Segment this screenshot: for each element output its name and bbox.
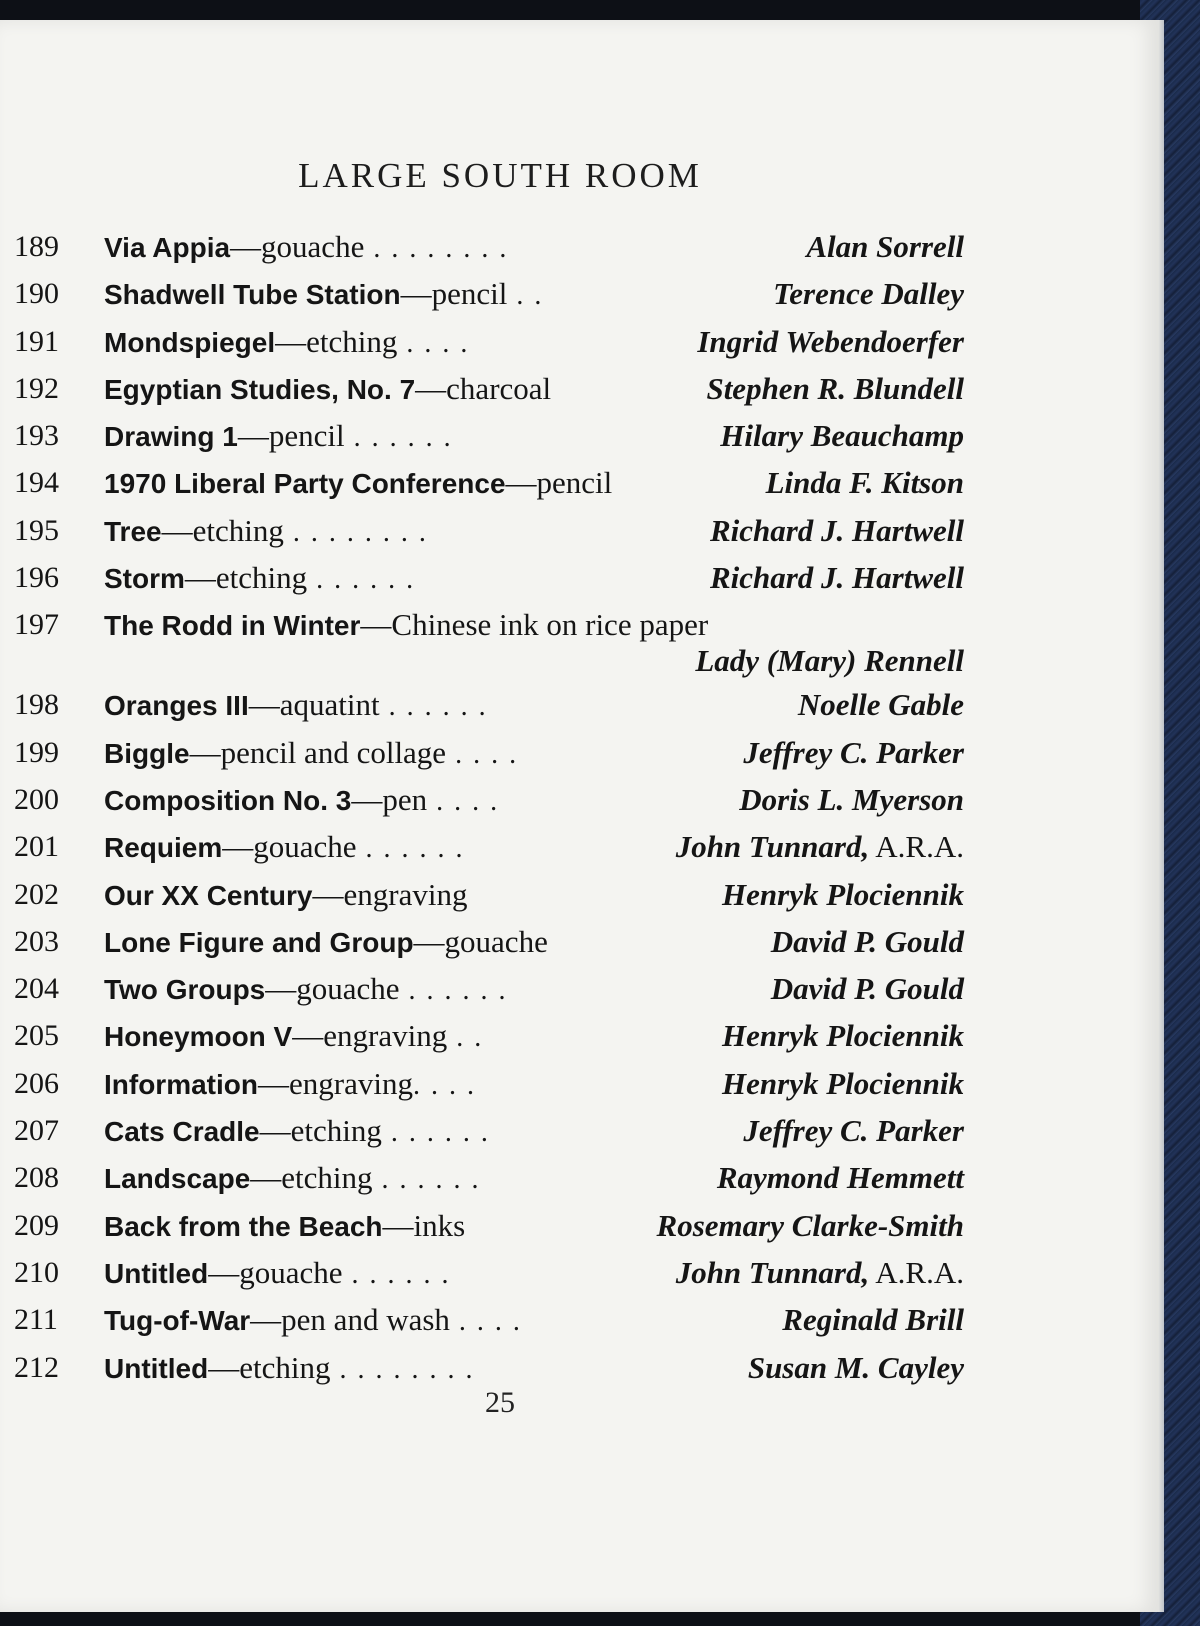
- entry-medium: —etching: [259, 1113, 382, 1149]
- catalogue-entry: [0, 461, 1158, 508]
- entry-title-line: [104, 461, 612, 507]
- artist-name: John Tunnard,: [675, 829, 870, 865]
- catalogue-entry: [0, 778, 1158, 825]
- entry-medium: —gouache: [265, 971, 400, 1007]
- entry-artist: [766, 461, 964, 505]
- entry-title-line: [104, 778, 499, 824]
- entry-title-line: [104, 967, 508, 1013]
- page-number: 25: [485, 1386, 515, 1419]
- entry-number: 201: [14, 830, 59, 864]
- entry-title: Tree: [104, 515, 162, 547]
- leader-dots: . . . . . .: [381, 1117, 490, 1149]
- leader-dots: . . . . . . . .: [283, 516, 428, 548]
- leader-dots: . . . . . .: [399, 975, 508, 1007]
- catalogue-entry: [0, 1251, 1158, 1298]
- entry-title-line: [104, 873, 467, 919]
- page-heading: LARGE SOUTH ROOM: [298, 156, 702, 195]
- entry-medium: —pen: [351, 781, 428, 817]
- catalogue-entry: [0, 367, 1158, 414]
- artist-name: John Tunnard,: [675, 1254, 870, 1290]
- entry-medium: —pencil: [237, 418, 345, 454]
- entry-title-line: [104, 1298, 522, 1344]
- catalogue-entry: [0, 1062, 1158, 1109]
- entry-number: 203: [14, 924, 59, 958]
- entry-title-line: [104, 556, 415, 602]
- artist-name: Noelle Gable: [797, 687, 964, 723]
- entry-title: Storm: [104, 563, 185, 595]
- entry-medium: —inks: [382, 1207, 466, 1243]
- catalogue-entry: [0, 825, 1158, 872]
- entry-title: Tug-of-War: [104, 1305, 251, 1337]
- entry-number: 200: [14, 782, 59, 816]
- catalogue-entry: [0, 1014, 1158, 1061]
- entry-number: 199: [14, 735, 59, 769]
- entry-number: 202: [14, 877, 59, 911]
- leader-dots: . . . . . .: [372, 1164, 481, 1196]
- entry-number: 205: [14, 1019, 59, 1053]
- entry-artist: [710, 556, 964, 600]
- entry-artist: [743, 1109, 964, 1153]
- entry-title: Mondspiegel: [104, 326, 276, 358]
- entry-number: 191: [14, 324, 59, 358]
- leader-dots: . .: [447, 1022, 484, 1054]
- entry-artist: [782, 1298, 964, 1342]
- entry-medium: —pencil: [505, 465, 613, 501]
- leader-dots: . . . . . .: [342, 1258, 451, 1290]
- entry-number: 190: [14, 277, 59, 311]
- entry-medium: —engraving: [258, 1065, 413, 1101]
- catalogue-entry: [0, 556, 1158, 603]
- entry-title-line: [104, 1204, 465, 1250]
- artist-name: Henryk Plociennik: [722, 1018, 964, 1054]
- entry-artist: [739, 778, 964, 822]
- artist-name: Richard J. Hartwell: [709, 560, 964, 596]
- leader-dots: . . . . . .: [307, 564, 416, 596]
- artist-name: Henryk Plociennik: [722, 876, 964, 912]
- entry-medium: —etching: [275, 323, 398, 359]
- entry-title: Biggle: [104, 737, 190, 769]
- entry-title-line: [104, 509, 428, 555]
- entry-title: Via Appia: [104, 232, 231, 263]
- entry-medium: —engraving: [312, 876, 468, 912]
- artist-name: Rosemary Clarke-Smith: [656, 1207, 964, 1243]
- entry-medium: —Chinese ink on rice paper: [360, 607, 709, 643]
- entry-number: 193: [14, 419, 59, 453]
- entry-title: Shadwell Tube Station: [104, 279, 401, 311]
- entry-title-line: [104, 1346, 474, 1392]
- entry-medium: —etching: [208, 1349, 331, 1385]
- artist-name: Jeffrey C. Parker: [743, 734, 964, 770]
- catalogue-entry: [0, 1109, 1158, 1156]
- artist-name: Reginald Brill: [782, 1302, 964, 1338]
- entry-title-line: [104, 1251, 451, 1297]
- leader-dots: . . . . . .: [356, 833, 465, 865]
- entry-number: 204: [14, 972, 59, 1006]
- artist-name: Alan Sorrell: [806, 229, 964, 264]
- entry-title: Our XX Century: [104, 879, 313, 911]
- catalogue-page: [0, 20, 1158, 1612]
- leader-dots: . . . . . . . .: [364, 233, 509, 264]
- artist-name: Terence Dalley: [773, 276, 964, 312]
- entry-title-line: [104, 920, 548, 966]
- catalogue-entry: [0, 967, 1158, 1014]
- entry-medium: —gouache: [230, 229, 365, 264]
- entry-artist: [771, 920, 964, 964]
- catalogue-entry: [0, 272, 1158, 319]
- entry-title: Back from the Beach: [104, 1210, 383, 1242]
- entry-number: 189: [14, 230, 59, 263]
- entry-artist: [806, 225, 964, 269]
- catalogue-entry: [0, 603, 1158, 683]
- catalogue-entry: [0, 1156, 1158, 1203]
- entry-artist: [710, 509, 964, 553]
- catalogue-entry: [0, 873, 1158, 920]
- entry-title-line: [104, 683, 488, 729]
- entry-title-line: [104, 414, 453, 460]
- leader-dots: . . . . . . . .: [330, 1353, 475, 1385]
- entry-number: 194: [14, 466, 59, 500]
- entry-title: Honeymoon V: [104, 1021, 293, 1053]
- catalogue-entry: [0, 731, 1158, 778]
- entry-number: 209: [14, 1208, 59, 1242]
- catalogue-entry: [0, 414, 1158, 461]
- entry-artist: [676, 825, 964, 869]
- entry-title: 1970 Liberal Party Conference: [104, 468, 506, 500]
- catalogue-entry: [0, 683, 1158, 730]
- entry-title-line: [104, 825, 465, 871]
- entry-number: 211: [14, 1303, 58, 1337]
- entry-artist: [695, 639, 964, 683]
- catalogue-entry: [0, 320, 1158, 367]
- entry-medium: —pencil: [400, 276, 508, 312]
- entry-number: 206: [14, 1066, 59, 1100]
- entry-medium: —gouache: [208, 1254, 343, 1290]
- entry-title-line: [104, 1109, 490, 1155]
- entry-number: 198: [14, 688, 59, 722]
- entry-artist: [773, 272, 964, 316]
- artist-name: Susan M. Cayley: [747, 1349, 964, 1385]
- leader-dots: . . . . . .: [344, 422, 453, 454]
- entry-artist: [657, 1204, 964, 1248]
- entry-number: 210: [14, 1255, 59, 1289]
- entry-number: 207: [14, 1114, 59, 1148]
- artist-name: Linda F. Kitson: [765, 465, 964, 501]
- entry-title-line: [104, 1062, 476, 1108]
- entry-title-line: [104, 1014, 483, 1060]
- entry-number: 212: [14, 1350, 59, 1384]
- entry-number: 196: [14, 561, 59, 595]
- entry-title: Oranges III: [104, 690, 249, 722]
- entry-title: Cats Cradle: [104, 1116, 260, 1148]
- entry-artist: [722, 1062, 964, 1106]
- entry-medium: —etching: [184, 560, 308, 596]
- entry-title: Egyptian Studies, No. 7: [104, 373, 416, 405]
- entry-number: 195: [14, 513, 59, 547]
- entry-title: Composition No. 3: [104, 784, 352, 816]
- entry-title-line: [104, 731, 518, 777]
- entry-title: The Rodd in Winter: [104, 610, 361, 642]
- artist-name: Raymond Hemmett: [716, 1160, 964, 1196]
- artist-name: Ingrid Webendoerfer: [697, 323, 964, 359]
- leader-dots: . . . .: [446, 738, 519, 770]
- entry-title: Untitled: [104, 1352, 209, 1384]
- artist-name: David P. Gould: [770, 923, 964, 959]
- leader-dots: . . . . . .: [379, 691, 488, 723]
- entry-medium: —aquatint: [248, 687, 380, 723]
- artist-name: Doris L. Myerson: [739, 781, 964, 817]
- leader-dots: . . . .: [397, 327, 470, 359]
- artist-name: Stephen R. Blundell: [706, 370, 964, 406]
- artist-name: Hilary Beauchamp: [720, 418, 964, 454]
- entry-title-line: [104, 225, 508, 271]
- leader-dots: . .: [507, 280, 544, 312]
- artist-name: Jeffrey C. Parker: [743, 1113, 964, 1149]
- entry-medium: —gouache: [222, 829, 357, 865]
- entry-artist: [722, 873, 964, 917]
- entry-title: Lone Figure and Group: [104, 926, 414, 958]
- artist-name: Henryk Plociennik: [722, 1065, 964, 1101]
- entry-artist: [706, 367, 964, 411]
- entry-number: 192: [14, 371, 59, 405]
- entry-title: Requiem: [104, 832, 223, 864]
- catalogue-entry: [0, 225, 1158, 272]
- leader-dots: . . . .: [412, 1069, 476, 1101]
- entry-medium: —gouache: [413, 923, 548, 959]
- leader-dots: . . . .: [427, 785, 500, 817]
- entry-title-line: [104, 603, 708, 649]
- entry-artist: [748, 1346, 964, 1390]
- entry-title: Information: [104, 1068, 258, 1100]
- leader-dots: . . . .: [449, 1306, 522, 1338]
- entry-title: Drawing 1: [104, 421, 238, 453]
- entry-title-line: [104, 320, 469, 366]
- artist-name: David P. Gould: [770, 971, 964, 1007]
- entry-medium: —pencil and collage: [189, 734, 447, 770]
- entry-medium: —engraving: [292, 1018, 448, 1054]
- entry-artist: [722, 1014, 964, 1058]
- entry-number: 208: [14, 1161, 59, 1195]
- artist-name: Lady (Mary) Rennell: [695, 643, 964, 679]
- entry-artist: [743, 731, 964, 775]
- entry-title-line: [104, 367, 551, 413]
- entry-medium: —pen and wash: [250, 1302, 450, 1338]
- page-edge: [1158, 20, 1164, 1612]
- entry-title-line: [104, 272, 543, 318]
- entry-medium: —etching: [250, 1160, 373, 1196]
- entry-medium: —charcoal: [415, 370, 552, 406]
- catalogue-entry: [0, 1204, 1158, 1251]
- entry-artist: [771, 967, 964, 1011]
- entry-medium: —etching: [161, 512, 284, 548]
- catalogue-entries: [0, 225, 1158, 1393]
- artist-name: Richard J. Hartwell: [709, 512, 964, 548]
- entry-title: Landscape: [104, 1163, 251, 1195]
- catalogue-entry: [0, 509, 1158, 556]
- catalogue-entry: [0, 920, 1158, 967]
- entry-artist: [717, 1156, 964, 1200]
- entry-number: 197: [14, 608, 59, 642]
- entry-artist: [798, 683, 964, 727]
- entry-title-line: [104, 1156, 481, 1202]
- entry-title: Untitled: [104, 1257, 209, 1289]
- entry-artist: [676, 1251, 964, 1295]
- entry-artist: [697, 320, 964, 364]
- entry-title: Two Groups: [104, 974, 266, 1006]
- catalogue-entry: [0, 1298, 1158, 1345]
- artist-suffix: A.R.A.: [869, 829, 964, 865]
- entry-artist: [720, 414, 964, 458]
- artist-suffix: A.R.A.: [869, 1254, 964, 1290]
